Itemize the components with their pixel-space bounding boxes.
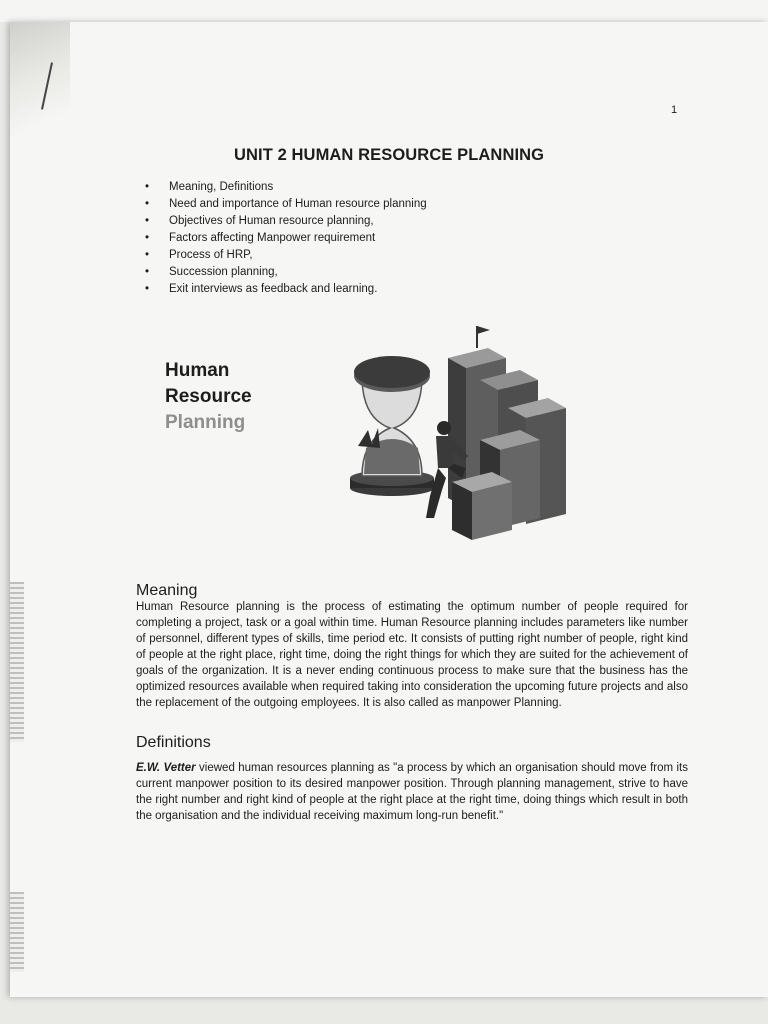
definition-paragraph xyxy=(136,760,688,824)
scan-noise-strip xyxy=(10,892,24,972)
scan-noise-strip xyxy=(10,582,24,742)
hourglass-icon xyxy=(350,356,434,496)
list-item: • Factors affecting Manpower requirement xyxy=(145,230,427,247)
bullet-icon: • xyxy=(145,249,150,261)
list-item: • Process of HRP, xyxy=(145,247,427,264)
caption-line-human: Human xyxy=(165,360,230,381)
page-title: UNIT 2 HUMAN RESOURCE PLANNING xyxy=(234,146,545,164)
topic-list xyxy=(145,179,427,298)
list-item: • Objectives of Human resource planning, xyxy=(145,213,427,230)
bullet-icon: • xyxy=(145,283,150,295)
hrp-illustration xyxy=(340,318,600,543)
meaning-heading: Meaning xyxy=(136,582,198,599)
scan-background xyxy=(0,0,768,22)
bullet-icon: • xyxy=(145,232,150,244)
list-item: • Need and importance of Human resource planning xyxy=(145,196,427,213)
list-item: • Succession planning, xyxy=(145,264,427,281)
definition-text: viewed human resources planning as "a process by which an organisation should move from its current manpower position to its desired manpower position. Through planning management, strive to have the right number and right kind of people at the right place at the right time, doing things which result in both the organisation and the individual receiving maximum long-run benefit." xyxy=(136,762,688,822)
bullet-icon: • xyxy=(145,198,150,210)
bullet-icon: • xyxy=(145,181,150,193)
caption-line-resource: Resource xyxy=(165,386,252,407)
definition-author: E.W. Vetter xyxy=(136,762,196,774)
bullet-icon: • xyxy=(145,266,150,278)
caption-line-planning: Planning xyxy=(165,412,246,433)
page-fold-shadow xyxy=(10,22,70,142)
bullet-icon: • xyxy=(145,215,150,227)
definitions-heading: Definitions xyxy=(136,734,211,751)
illustration-caption xyxy=(165,358,252,436)
meaning-paragraph: Human Resource planning is the process of estimating the optimum number of people required for completing a project, task or a goal within time. Human Resource planning includes parameters like number of personnel, different types of skills, time period etc. It consists of putting right number of people, right kind of people at the right place, right time, doing the right things for which they are suited for the achievement of goals of the organization. It is a never ending continuous process to make sure that the business has the optimized resources available when required taking into consideration the upcoming future projects and also the replacement of the outgoing employees. It is also called as manpower Planning. xyxy=(136,601,688,709)
stairs-blocks-icon xyxy=(448,326,566,540)
page-number: 1 xyxy=(671,104,678,116)
list-item: • Meaning, Definitions xyxy=(145,179,427,196)
list-item: • Exit interviews as feedback and learning. xyxy=(145,281,427,298)
